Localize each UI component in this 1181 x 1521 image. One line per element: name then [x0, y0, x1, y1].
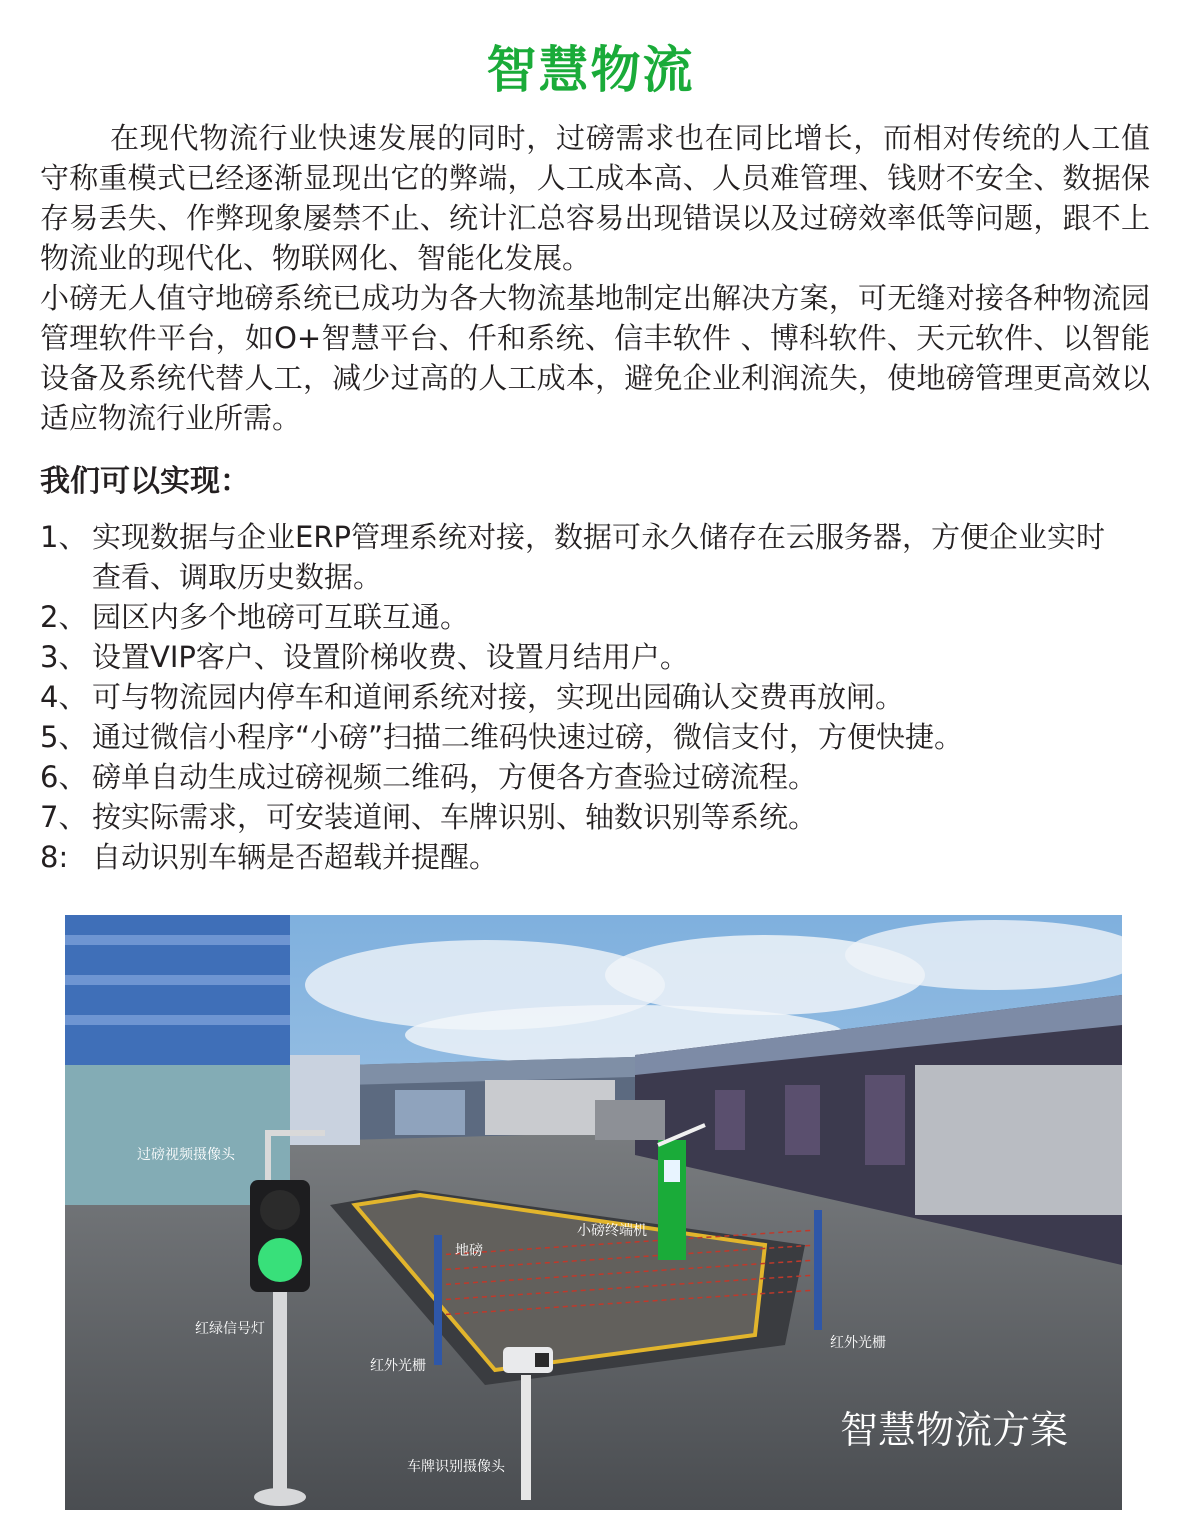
item-text: 实现数据与企业ERP管理系统对接，数据可永久储存在云服务器，方便企业实时查看、调取历史数据。: [92, 520, 1105, 594]
item-text: 可与物流园内停车和道闸系统对接，实现出园确认交费再放闸。: [92, 680, 905, 714]
plate-camera-pole: [521, 1375, 531, 1500]
label-camera: 过磅视频摄像头: [137, 1147, 235, 1163]
item-text: 按实际需求，可安装道闸、车牌识别、轴数识别等系统。: [92, 800, 818, 834]
ir-post-right: [814, 1210, 822, 1330]
item-text: 自动识别车辆是否超载并提醒。: [92, 840, 499, 874]
label-scale: 地磅: [455, 1243, 483, 1259]
item-text: 设置VIP客户、设置阶梯收费、设置月结用户。: [92, 640, 689, 674]
item-number: 5、: [40, 720, 88, 754]
label-plate-camera: 车牌识别摄像头: [407, 1459, 505, 1475]
list-item: [40, 717, 1130, 757]
features-list: [40, 517, 1130, 877]
item-number: 8:: [40, 840, 69, 874]
scene-caption: 智慧物流方案: [840, 1408, 1069, 1452]
item-number: 1、: [40, 520, 88, 554]
list-item: [40, 757, 1130, 797]
intro-section: [40, 118, 1150, 438]
list-item: [40, 637, 1130, 677]
label-traffic-light: 红绿信号灯: [195, 1321, 265, 1337]
warehouse-door: [395, 1090, 465, 1135]
list-item: [40, 677, 1130, 717]
item-number: 6、: [40, 760, 88, 794]
terminal-kiosk: [658, 1140, 686, 1260]
list-item: [40, 517, 1130, 597]
label-ir-left: 红外光栅: [370, 1358, 426, 1374]
item-text: 磅单自动生成过磅视频二维码，方便各方查验过磅流程。: [92, 760, 818, 794]
green-light: [258, 1238, 302, 1282]
page-title: 智慧物流: [486, 41, 695, 99]
item-number: 3、: [40, 640, 88, 674]
logistics-scene-illustration: [65, 915, 1122, 1510]
item-number: 7、: [40, 800, 88, 834]
list-item: [40, 597, 1130, 637]
scene-svg: [65, 915, 1122, 1510]
features-heading: 我们可以实现：: [40, 464, 250, 499]
list-item: [40, 797, 1130, 837]
intro-paragraph-1: 在现代物流行业快速发展的同时，过磅需求也在同比增长，而相对传统的人工值守称重模式已经逐渐显现出它的弊端，人工成本高、人员难管理、钱财不安全、数据保存易丢失、作弊现象屡禁不止、统计汇总容易出现错误以及过磅效率低等问题，跟不上物流业的现代化、物联网化、智能化发展。: [40, 121, 1150, 275]
item-text: 园区内多个地磅可互联互通。: [92, 600, 470, 634]
label-terminal: 小磅终端机: [577, 1223, 647, 1239]
truck-right: [915, 1065, 1122, 1215]
intro-paragraph-2: 小磅无人值守地磅系统已成功为各大物流基地制定出解决方案，可无缝对接各种物流园管理软件平台，如O+智慧平台、仟和系统、信丰软件 、博科软件、天元软件、以智能设备及系统代替人工，减少过高的人工成本，避免企业利润流失，使地磅管理更高效以适应物流行业所需。: [40, 281, 1150, 435]
van: [595, 1100, 665, 1140]
label-ir-right: 红外光栅: [830, 1335, 886, 1351]
item-number: 4、: [40, 680, 88, 714]
ir-post-left: [434, 1235, 442, 1365]
item-number: 2、: [40, 600, 88, 634]
item-text: 通过微信小程序“小磅”扫描二维码快速过磅，微信支付，方便快捷。: [92, 720, 964, 754]
list-item: [40, 837, 1130, 877]
